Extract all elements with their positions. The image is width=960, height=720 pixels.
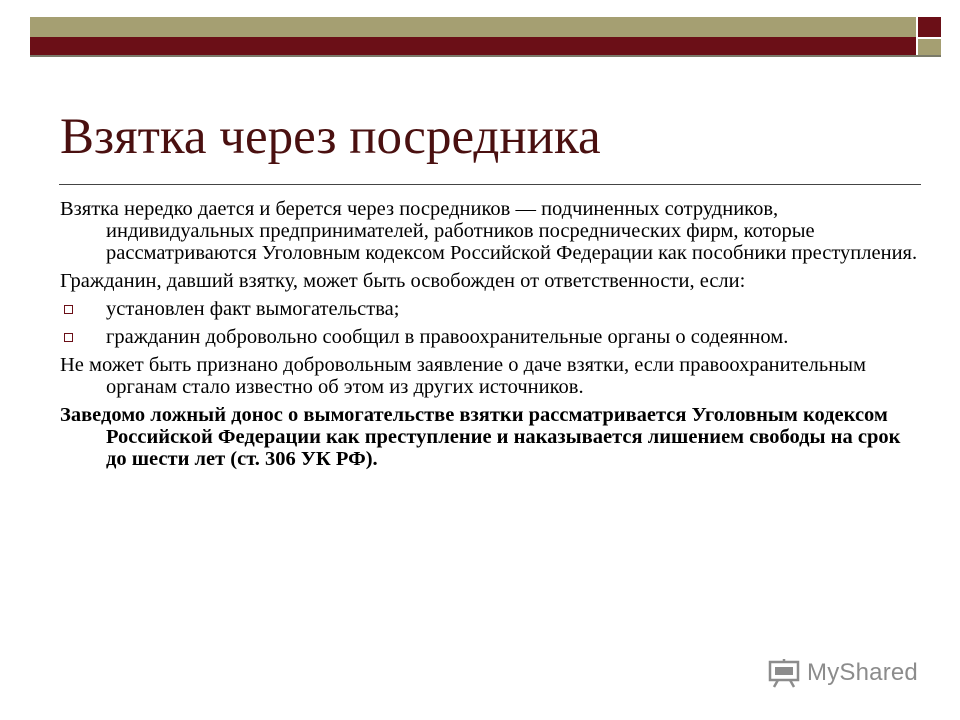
header-bar-maroon (30, 37, 916, 55)
header-underline (30, 55, 941, 57)
paragraph-exemption: Гражданин, давший взятку, может быть освобожден от ответственности, если: (60, 270, 746, 292)
header-corner-block-bottom (918, 39, 941, 56)
bullet-extortion (60, 298, 922, 320)
slide-body (60, 198, 922, 476)
bullet-extortion-text: установлен факт вымогательства; (106, 298, 400, 320)
bullet-square-icon (64, 305, 73, 314)
header-bar-olive (30, 17, 916, 37)
presentation-board-icon (767, 658, 801, 688)
bullet-square-icon (64, 333, 73, 342)
paragraph-intermediaries: Взятка нередко дается и берется через посредников — подчиненных сотрудников, индивидуальных предпринимателей, работников посреднических фирм, которые рассматриваются Уголовным кодексом Российской Федерации как пособники преступления. (60, 198, 918, 264)
watermark-logo (767, 658, 918, 688)
paragraph-not-voluntary: Не может быть признано добровольным заявление о даче взятки, если правоохранительным органам стало известно об этом из других источников. (60, 354, 866, 398)
bullet-voluntary-report (60, 326, 922, 348)
header-corner-block-top (918, 17, 941, 37)
paragraph-false-denunciation: Заведомо ложный донос о вымогательстве взятки рассматривается Уголовным кодексом Российской Федерации как преступление и наказывается лишением свободы на срок до шести лет (ст. 306 УК РФ). (60, 404, 901, 470)
slide-title: Взятка через посредника (60, 109, 601, 165)
title-divider (59, 184, 921, 185)
bullet-voluntary-report-text: гражданин добровольно сообщил в правоохранительные органы о содеянном. (106, 326, 789, 348)
watermark-text: MyShared (807, 659, 918, 686)
